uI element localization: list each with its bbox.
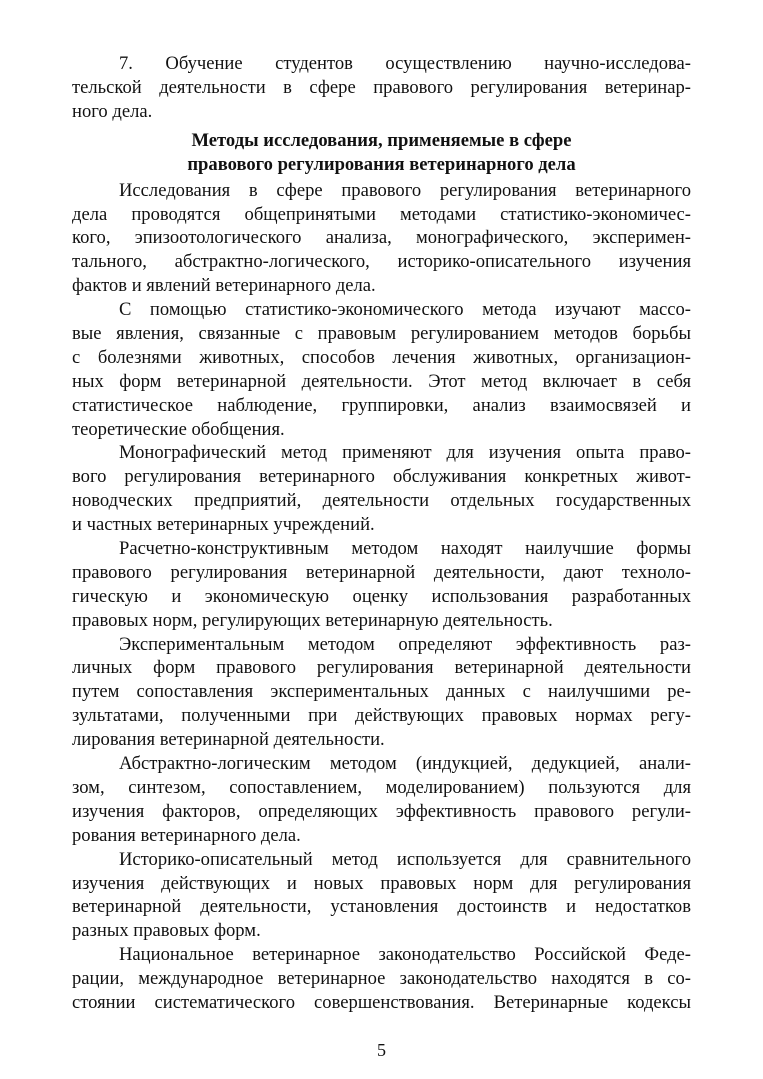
- text-line: ного дела.: [72, 100, 153, 122]
- text-line: зультатами, полученными при действующих правовых нормах регу-: [72, 705, 691, 727]
- text-line: с болезнями животных, способов лечения животных, организацион-: [72, 346, 691, 368]
- text-line: гическую и экономическую оценку использования разработанных: [72, 585, 691, 607]
- text-line: Национальное ветеринарное законодательство Российской Феде-: [119, 944, 691, 966]
- text-line: статистическое наблюдение, группировки, анализ взаимосвязей и: [72, 394, 691, 416]
- text-line: 7. Обучение студентов осуществлению научно-исследова-: [119, 53, 691, 74]
- text-line: правового регулирования ветеринарной деятельности, дают техноло-: [72, 561, 691, 583]
- text-line: ных форм ветеринарной деятельности. Этот метод включает в себя: [72, 370, 691, 392]
- text-line: стоянии систематического совершенствования. Ветеринарные кодексы: [72, 991, 691, 1013]
- text-line: тального, абстрактно-логического, историко-описательного изучения: [72, 251, 691, 273]
- text-line: дела проводятся общепринятыми методами статистико-экономичес-: [72, 203, 691, 225]
- section-heading: [72, 129, 691, 177]
- text-line: С помощью статистико-экономического метода изучают массо-: [119, 299, 691, 321]
- paragraph-abstract-logical-method: [72, 752, 691, 848]
- text-line: рования ветеринарного дела.: [72, 824, 301, 846]
- page-number: 5: [377, 1040, 386, 1060]
- text-line: Монографический метод применяют для изучения опыта право-: [119, 442, 691, 464]
- paragraph-legislation: [72, 943, 691, 1015]
- text-line: рации, международное ветеринарное законодательство находятся в со-: [72, 968, 691, 990]
- text-line: ветеринарной деятельности, установления достоинств и недостатков: [72, 896, 691, 918]
- page-content: [72, 52, 691, 1015]
- paragraph-historical-method: [72, 848, 691, 944]
- heading-line: Методы исследования, применяемые в сфере: [191, 129, 572, 151]
- paragraph-monographic-method: [72, 441, 691, 537]
- paragraph-constructive-method: [72, 537, 691, 633]
- text-line: разных правовых форм.: [72, 920, 261, 942]
- text-line: тельской деятельности в сфере правового регулирования ветеринар-: [72, 76, 691, 98]
- text-line: вые явления, связанные с правовым регулированием методов борьбы: [72, 323, 691, 345]
- text-line: Историко-описательный метод используется для сравнительного: [119, 848, 691, 870]
- text-line: фактов и явлений ветеринарного дела.: [72, 275, 376, 297]
- text-line: теоретические обобщения.: [72, 418, 285, 440]
- text-line: зом, синтезом, сопоставлением, моделированием) пользуются для: [72, 776, 691, 798]
- text-line: личных форм правового регулирования ветеринарной деятельности: [72, 657, 691, 679]
- paragraph-research-methods: [72, 179, 691, 298]
- text-line: изучения факторов, определяющих эффективность правового регули-: [72, 800, 691, 822]
- text-line: путем сопоставления экспериментальных данных с наилучшими ре-: [72, 681, 691, 703]
- text-line: и частных ветеринарных учреждений.: [72, 514, 375, 536]
- text-line: лирования ветеринарной деятельности.: [72, 729, 385, 751]
- text-line: Исследования в сфере правового регулирования ветеринарного: [119, 179, 691, 201]
- text-line: изучения действующих и новых правовых норм для регулирования: [72, 872, 691, 894]
- text-line: Абстрактно-логическим методом (индукцией, дедукцией, анали-: [119, 753, 691, 775]
- list-item-7: [72, 52, 691, 124]
- text-line: кого, эпизоотологического анализа, монографического, эксперимен-: [72, 227, 691, 249]
- text-line: Экспериментальным методом определяют эффективность раз-: [119, 633, 691, 655]
- text-line: новодческих предприятий, деятельности отдельных государственных: [72, 490, 691, 512]
- heading-line: правового регулирования ветеринарного дела: [187, 153, 576, 175]
- paragraph-experimental-method: [72, 633, 691, 752]
- text-line: Расчетно-конструктивным методом находят наилучшие формы: [119, 538, 691, 560]
- text-line: правовых норм, регулирующих ветеринарную деятельность.: [72, 609, 553, 631]
- paragraph-statistical-method: [72, 298, 691, 441]
- text-line: вого регулирования ветеринарного обслуживания конкретных живот-: [72, 466, 691, 488]
